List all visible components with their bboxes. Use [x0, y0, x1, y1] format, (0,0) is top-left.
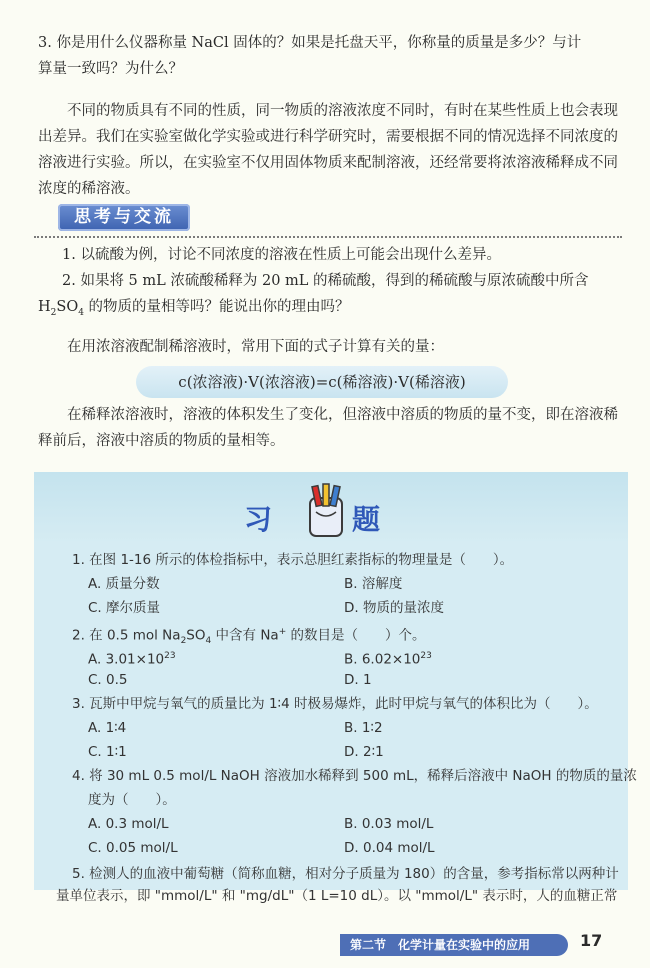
footer-section-title: 第二节 化学计量在实验中的应用 [350, 938, 531, 952]
q4-option-c: C. 0.05 mol/L [88, 840, 178, 856]
q2-text-so: SO [186, 627, 206, 644]
exercise-q5-line2: 量单位表示，即 "mmol/L" 和 "mg/dL"（1 L=10 dL）。以 "mmol/L" 表示时，人的血糖正常 [56, 888, 618, 904]
paragraph-formula-intro: 在用浓溶液配制稀溶液时，常用下面的式子计算有关的量： [67, 339, 444, 355]
q2-a-exp: 23 [164, 651, 176, 661]
q3-option-c: C. 1∶1 [88, 744, 127, 760]
section-title-badge: 思考与交流 [58, 204, 190, 231]
question-3-line1: 3. 你是用什么仪器称量 NaCl 固体的？如果是托盘天平，你称量的质量是多少？与计 [38, 35, 582, 51]
q3-option-d: D. 2∶1 [344, 744, 384, 760]
exercise-q3: 3. 瓦斯中甲烷与氧气的质量比为 1∶4 时极易爆炸，此时甲烷与氧气的体积比为（ ）。 [72, 696, 598, 712]
exercise-q4-line2: 度为（ ）。 [88, 792, 176, 808]
discuss-item-2-line2 [38, 294, 618, 326]
exercise-title-left: 习 [244, 503, 273, 536]
q1-option-c: C. 摩尔质量 [88, 600, 161, 616]
q1-option-b: B. 溶解度 [344, 576, 403, 592]
q1-option-d: D. 物质的量浓度 [344, 600, 444, 616]
formula-h: H [38, 299, 51, 315]
page-number: 17 [580, 931, 603, 950]
q2-option-d: D. 1 [344, 672, 372, 688]
q3-option-a: A. 1∶4 [88, 720, 127, 736]
q2-text-3: 的数目是（ ）个。 [286, 627, 426, 644]
q2-option-c: C. 0.5 [88, 672, 128, 688]
exercise-title-right: 题 [352, 503, 381, 536]
exercise-q5-line1: 5. 检测人的血液中葡萄糖（简称血糖，相对分子质量为 180）的含量，参考指标常以两种计 [72, 866, 619, 882]
q2-text-2: 中含有 Na [211, 627, 279, 644]
q2-text-1: 2. 在 0.5 mol Na [72, 627, 181, 644]
q1-option-a: A. 质量分数 [88, 576, 160, 592]
exercise-box [34, 472, 637, 904]
q2-b-exp: 23 [420, 651, 432, 661]
q4-option-b: B. 0.03 mol/L [344, 816, 434, 832]
discuss-item-1: 1. 以硫酸为例，讨论不同浓度的溶液在性质上可能会出现什么差异。 [62, 247, 501, 263]
subscript-2: 2 [50, 307, 57, 318]
paragraph-intro: 不同的物质具有不同的性质，同一物质的溶液浓度不同时，有时在某些性质上也会表现出差异。我们在实验室做化学实验或进行科学研究时，需要根据不同的情况选择不同浓度的溶液进行实验。所以，在实验室不仅用固体物质来配制溶液，还经常要将浓溶液稀释成不同浓度的稀溶液。 [38, 103, 618, 197]
q3-option-b: B. 1∶2 [344, 720, 383, 736]
question-3-line2: 算量一致吗？为什么？ [38, 61, 183, 77]
q2-a-text: A. 3.01×10 [88, 651, 165, 668]
q2-sub-4: 4 [205, 636, 212, 647]
exercise-q4-line1: 4. 将 30 mL 0.5 mol/L NaOH 溶液加水稀释到 500 mL，稀释后溶液中 NaOH 的物质的量浓 [72, 768, 637, 784]
paragraph-dilution: 在稀释浓溶液时，溶液的体积发生了变化，但溶液中溶质的物质的量不变，即在溶液稀释前后，溶液中溶质的物质的量相等。 [38, 407, 618, 449]
exercise-q1: 1. 在图 1-16 所示的体检指标中，表示总胆红素指标的物理量是（ ）。 [72, 552, 514, 568]
pencil-cup-icon [304, 482, 348, 538]
discuss-item-2-rest: 的物质的量相等吗？能说出你的理由吗？ [83, 299, 350, 315]
q2-sup-plus: + [278, 627, 287, 637]
q4-option-d: D. 0.04 mol/L [344, 840, 435, 856]
q2-sub-2: 2 [180, 636, 187, 647]
dotted-divider [34, 236, 622, 238]
q4-option-a: A. 0.3 mol/L [88, 816, 169, 832]
dilution-formula: c(浓溶液)·V(浓溶液)=c(稀溶液)·V(稀溶液) [136, 366, 508, 398]
q2-b-text: B. 6.02×10 [344, 651, 421, 668]
subscript-4: 4 [78, 307, 84, 318]
exercise-header [34, 472, 628, 544]
discuss-item-2-line1: 2. 如果将 5 mL 浓硫酸稀释为 20 mL 的稀硫酸，得到的稀硫酸与原浓硫酸中所含 [62, 273, 589, 289]
formula-so: SO [56, 299, 79, 315]
